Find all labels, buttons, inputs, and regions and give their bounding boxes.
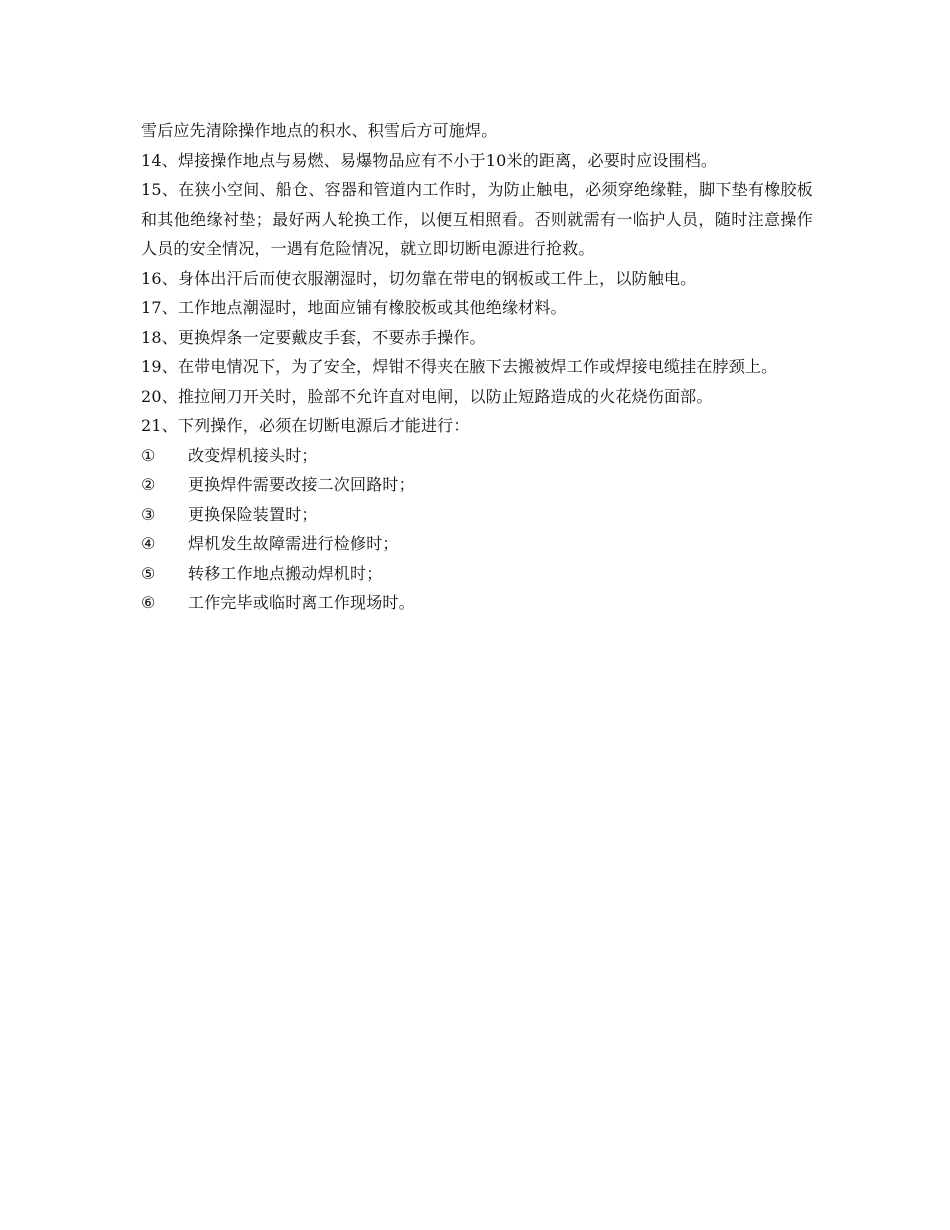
list-item [141,470,813,500]
list-item [141,500,813,530]
paragraph-rule-17: 17、工作地点潮湿时，地面应铺有橡胶板或其他绝缘材料。 [141,298,567,317]
list-item-text: 转移工作地点搬动焊机时； [188,563,383,583]
list-marker: ③ [141,504,156,524]
paragraph-rule-20: 20、推拉闸刀开关时，脸部不允许直对电闸，以防止短路造成的火花烧伤面部。 [141,386,713,406]
paragraph-rule-14: 14、焊接操作地点与易燃、易爆物品应有不小于10米的距离，必要时应设围档。 [141,150,718,170]
list-marker: ⑥ [141,593,156,612]
list-marker: ① [141,445,156,465]
list-marker: ⑤ [141,563,156,583]
list-item-text: 更换保险装置时； [188,504,318,524]
paragraph-rule-21: 21、下列操作，必须在切断电源后才能进行： [141,416,470,435]
paragraph-rule-19: 19、在带电情况下，为了安全，焊钳不得夹在腋下去搬被焊工作或焊接电缆挂在脖颈上。 [141,357,778,376]
document-body [141,116,813,618]
list-marker: ④ [141,534,156,553]
power-off-operations-list [141,441,813,618]
list-item [141,529,813,559]
list-item [141,559,813,589]
list-item-text: 焊机发生故障需进行检修时； [188,534,399,553]
paragraph-rule-15: 15、在狭小空间、船仓、容器和管道内工作时，为防止触电，必须穿绝缘鞋，脚下垫有橡胶板和其他绝缘衬垫；最好两人轮换工作，以便互相照看。否则就需有一临护人员，随时注意操作人员的安全情况，一遇有危险情况，就立即切断电源进行抢救。 [141,180,813,258]
paragraph-rule-16: 16、身体出汗后而使衣服潮湿时，切勿靠在带电的钢板或工件上，以防触电。 [141,268,697,288]
paragraph-continuation: 雪后应先清除操作地点的积水、积雪后方可施焊。 [141,121,498,140]
list-item-text: 改变焊机接头时； [188,445,318,465]
list-item-text: 更换焊件需要改接二次回路时； [188,475,415,494]
list-item [141,441,813,471]
list-item-text: 工作完毕或临时离工作现场时。 [188,593,415,612]
list-marker: ② [141,475,156,494]
list-item [141,588,813,618]
paragraph-rule-18: 18、更换焊条一定要戴皮手套，不要赤手操作。 [141,327,486,347]
